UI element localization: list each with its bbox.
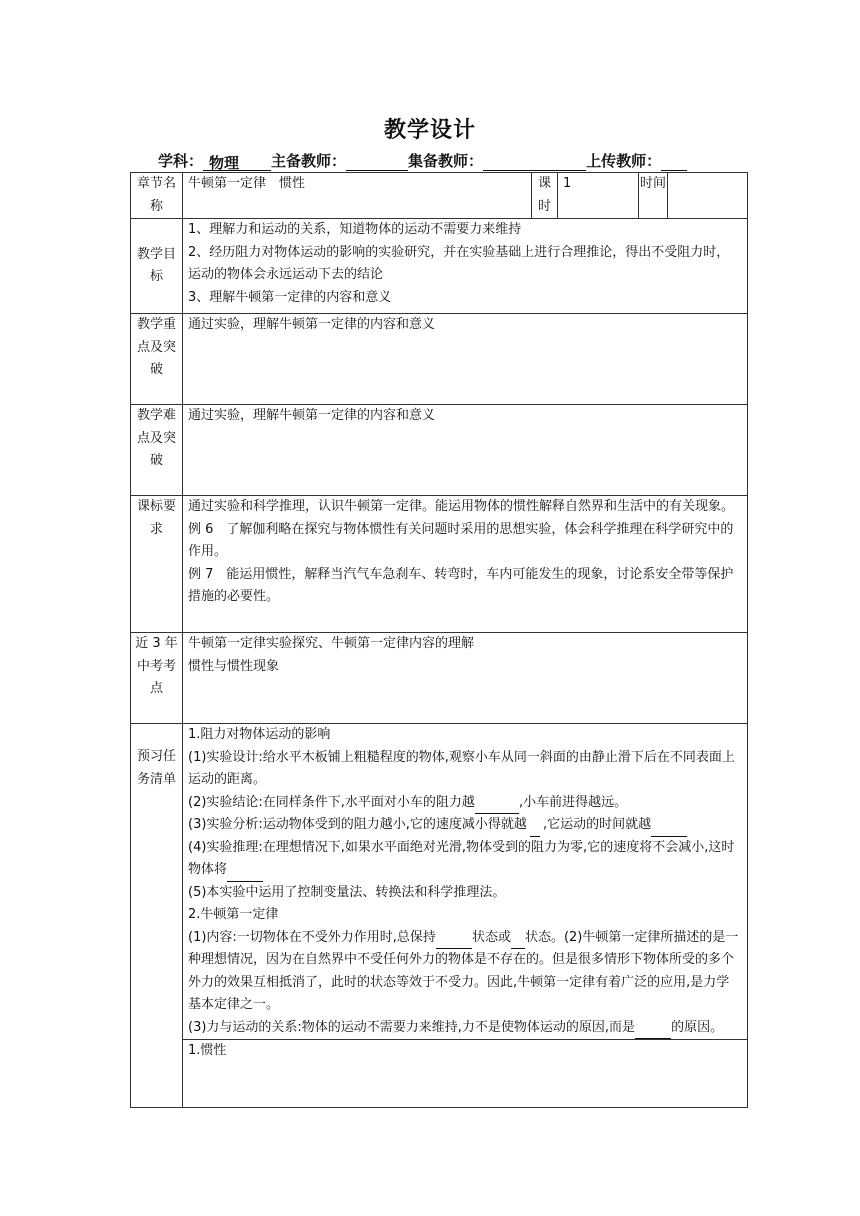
preview-item: (3)实验分析:运动物体受到的阻力越小,它的速度减小得就越 ,它运动的时间就越: [188, 814, 742, 837]
document-title: 教学设计: [383, 118, 476, 143]
co-teacher-blank: [483, 152, 586, 171]
answer-blank: [635, 1022, 671, 1039]
uploader-label: 上传教师：: [586, 152, 662, 170]
key-points-content: 通过实验，理解牛顿第一定律的内容和意义: [183, 314, 748, 405]
co-teacher-label: 集备教师：: [408, 152, 484, 170]
preview-content: [183, 724, 748, 1108]
section-title: 2.牛顿第一定律: [188, 907, 279, 922]
preview-item: (5)本实验中运用了控制变量法、转换法和科学推理法。: [188, 884, 506, 900]
main-teacher-blank: [346, 152, 408, 171]
curriculum-line: 例 6 了解伽利略在探究与物体惯性有关问题时采用的思想实验，体会科学推理在科学研究中的作用。: [188, 521, 734, 559]
row-preview: [131, 724, 748, 1108]
preview-item: (3)力与运动的关系:物体的运动不需要力来维持,力不是使物体运动的原因,而是 的原因。: [188, 1017, 742, 1040]
row-key-points: [131, 314, 748, 405]
time-value: [668, 173, 748, 219]
section-title: 1.阻力对物体运动的影响: [188, 727, 331, 742]
answer-blank: [227, 865, 263, 882]
row-chapter: [131, 173, 748, 219]
answer-blank: [530, 820, 540, 837]
objective-line: 1、理解力和运动的关系，知道物体的运动不需要力来维持: [188, 222, 522, 237]
row-difficulties: [131, 405, 748, 496]
row-objectives: [131, 219, 748, 314]
row-exam-points: [131, 633, 748, 724]
exam-points-content: [183, 633, 748, 724]
section-title: 1.惯性: [183, 1039, 747, 1063]
difficulties-label: 教学难点及突破: [131, 405, 183, 496]
subject-label: 学科：: [158, 152, 204, 170]
objectives-label: 教学目标: [131, 219, 183, 314]
answer-blank: [475, 797, 519, 814]
preview-item: (1)实验设计:给水平木板铺上粗糙程度的物体,观察小车从同一斜面的由静止滑下后在不同表面上运动的距离。: [188, 749, 735, 787]
preview-item: (2)实验结论:在同样条件下,水平面对小车的阻力越 ,小车前进得越远。: [188, 792, 742, 815]
preview-label: 预习任务清单: [131, 724, 183, 1108]
exam-point-line: 惯性与惯性现象: [188, 658, 280, 674]
curriculum-line: 通过实验和科学推理，认识牛顿第一定律。能运用物体的惯性解释自然界和生活中的有关现象。: [188, 499, 735, 514]
answer-blank: [651, 820, 687, 837]
exam-points-label: 近 3 年中考考点: [131, 633, 183, 724]
preview-item: (1)内容:一切物体在不受外力作用时,总保持 状态或 状态。(2)牛顿第一定律所描述的是一种理想情况，因为在自然界中不受任何外力的物体是不存在的。但是很多情形下物体所受的多个外力的效果互相抵消了，此时的状态等效于不受力。因此,牛顿第一定律有着广泛的应用,是力学基本定律之一。: [188, 929, 739, 1012]
curriculum-content: [183, 496, 748, 633]
difficulties-content: 通过实验，理解牛顿第一定律的内容和意义: [183, 405, 748, 496]
objective-line: 2、经历阻力对物体运动的影响的实验研究，并在实验基础上进行合理推论，得出不受阻力时，运动的物体会永远运动下去的结论: [188, 244, 730, 282]
chapter-label: 章节名称: [131, 173, 183, 219]
subject-value: 物理: [203, 152, 271, 171]
time-label: 时间: [639, 173, 668, 219]
lesson-plan-table: [130, 172, 748, 1108]
answer-blank: [436, 932, 472, 949]
main-teacher-label: 主备教师：: [271, 152, 347, 170]
curriculum-label: 课标要求: [131, 496, 183, 633]
row-curriculum: [131, 496, 748, 633]
curriculum-line: 例 7 能运用惯性，解释当汽气车急刹车、转弯时，车内可能发生的现象，讨论系安全带等保护措施的必要性。: [188, 566, 734, 604]
objective-line: 3、理解牛顿第一定律的内容和意义: [188, 289, 392, 305]
key-points-label: 教学重点及突破: [131, 314, 183, 405]
document-meta-line: [158, 150, 687, 171]
exam-point-line: 牛顿第一定律实验探究、牛顿第一定律内容的理解: [188, 636, 475, 651]
uploader-blank: [661, 152, 687, 171]
chapter-value: 牛顿第一定律 惯性: [183, 173, 532, 219]
preview-item: (4)实验推理:在理想情况下,如果水平面绝对光滑,物体受到的阻力为零,它的速度将不会减小,这时物体将: [188, 837, 742, 882]
objectives-content: [183, 219, 748, 314]
period-label: 课时: [532, 173, 558, 219]
period-value: 1: [558, 173, 639, 219]
answer-blank: [511, 932, 525, 949]
